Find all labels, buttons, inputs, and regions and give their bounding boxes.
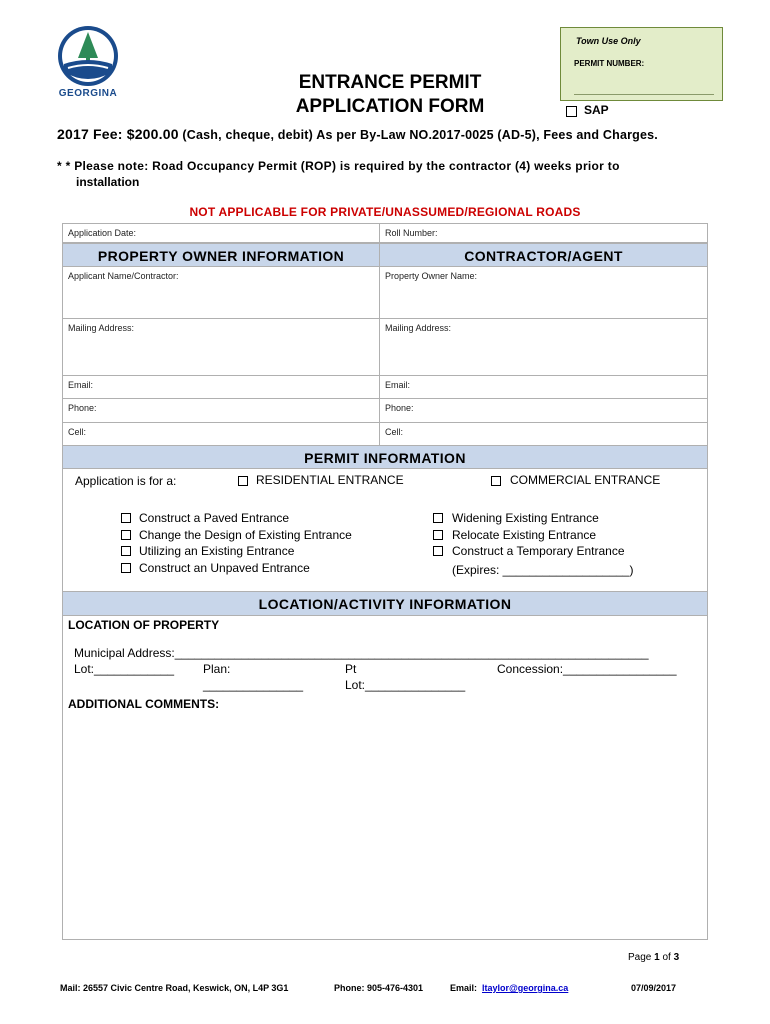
permit-number-field[interactable] [574, 94, 714, 95]
form-title-line2: APPLICATION FORM [295, 96, 485, 117]
location-activity-header: LOCATION/ACTIVITY INFORMATION [62, 591, 708, 616]
email-label: Email: [68, 380, 94, 390]
property-owner-name-field[interactable] [379, 266, 708, 319]
commercial-entrance-checkbox[interactable] [491, 476, 501, 486]
plan-label: Plan: [203, 662, 231, 676]
not-applicable-notice: NOT APPLICABLE FOR PRIVATE/UNASSUMED/REGIONAL ROADS [189, 205, 581, 219]
form-title-line1: ENTRANCE PERMIT [298, 72, 482, 93]
rop-note-line2: installation [76, 175, 140, 189]
option-label: Construct a Paved Entrance [139, 511, 290, 525]
footer-phone: Phone: 905-476-4301 [334, 983, 424, 993]
plan-field[interactable]: _______________ [203, 678, 304, 692]
widening-entrance-checkbox[interactable] [433, 513, 443, 523]
mailing-address-label: Mailing Address: [68, 323, 135, 333]
page-current: 1 [654, 952, 660, 963]
expires-field[interactable]: (Expires: ___________________) [452, 563, 634, 577]
contractor-cell-field[interactable] [379, 422, 708, 446]
sap-label: SAP [584, 103, 609, 117]
rop-note-line1: * * Please note: Road Occupancy Permit (ROP) is required by the contractor (4) weeks prior to [57, 159, 620, 173]
application-for-label: Application is for a: [75, 474, 177, 488]
town-use-heading: Town Use Only [576, 36, 641, 46]
additional-comments-label: ADDITIONAL COMMENTS: [68, 697, 220, 711]
phone-label: Phone: [68, 403, 97, 413]
pt-label: Pt [345, 662, 357, 676]
pt-lot-field[interactable]: Lot:_______________ [345, 678, 466, 692]
applicant-name-label: Applicant Name/Contractor: [68, 271, 179, 281]
footer-date: 07/09/2017 [631, 983, 677, 993]
option-label: Relocate Existing Entrance [452, 528, 597, 542]
roll-number-field[interactable] [379, 223, 708, 243]
fee-details: (Cash, cheque, debit) As per By-Law NO.2017-0025 (AD-5), Fees and Charges. [182, 128, 658, 142]
page-total: 3 [673, 952, 680, 963]
relocate-entrance-checkbox[interactable] [433, 530, 443, 540]
footer-email-link[interactable]: ltaylor@georgina.ca [482, 983, 569, 993]
paved-entrance-checkbox[interactable] [121, 513, 131, 523]
owner-phone-field[interactable] [62, 398, 380, 423]
logo-text: GEORGINA [58, 88, 118, 99]
footer-email-label: Email: [450, 983, 478, 993]
page-of: of [662, 952, 671, 963]
fee-line [57, 126, 658, 142]
property-owner-header: PROPERTY OWNER INFORMATION [62, 243, 380, 267]
cell-label: Cell: [68, 427, 87, 437]
lot-field[interactable]: Lot:____________ [74, 662, 175, 676]
property-owner-name-label: Property Owner Name: [385, 271, 478, 281]
permit-number-label: PERMIT NUMBER: [574, 59, 645, 68]
option-label: Utilizing an Existing Entrance [139, 544, 295, 558]
phone-label: Phone: [385, 403, 414, 413]
mailing-address-label: Mailing Address: [385, 323, 452, 333]
existing-entrance-checkbox[interactable] [121, 546, 131, 556]
contractor-email-field[interactable] [379, 375, 708, 399]
contractor-header: CONTRACTOR/AGENT [379, 243, 708, 267]
roll-number-label: Roll Number: [385, 228, 438, 238]
applicant-name-field[interactable] [62, 266, 380, 319]
permit-information-header: PERMIT INFORMATION [62, 445, 708, 469]
option-label: Widening Existing Entrance [452, 511, 599, 525]
page-number [628, 952, 679, 963]
residential-entrance-checkbox[interactable] [238, 476, 248, 486]
sap-checkbox[interactable] [566, 106, 577, 117]
contractor-mailing-address-field[interactable] [379, 318, 708, 376]
concession-field[interactable]: Concession:_________________ [497, 662, 677, 676]
cell-label: Cell: [385, 427, 404, 437]
footer-mail-address: Mail: 26557 Civic Centre Road, Keswick, ON, L4P 3G1 [60, 983, 289, 993]
option-label: Construct an Unpaved Entrance [139, 561, 310, 575]
option-label: Change the Design of Existing Entrance [139, 528, 352, 542]
temporary-entrance-checkbox[interactable] [433, 546, 443, 556]
location-of-property-label: LOCATION OF PROPERTY [68, 618, 220, 632]
owner-email-field[interactable] [62, 375, 380, 399]
residential-entrance-label: RESIDENTIAL ENTRANCE [256, 473, 404, 487]
unpaved-entrance-checkbox[interactable] [121, 563, 131, 573]
owner-cell-field[interactable] [62, 422, 380, 446]
application-date-label: Application Date: [68, 228, 137, 238]
owner-mailing-address-field[interactable] [62, 318, 380, 376]
commercial-entrance-label: COMMERCIAL ENTRANCE [510, 473, 661, 487]
option-label: Construct a Temporary Entrance [452, 544, 625, 558]
change-design-checkbox[interactable] [121, 530, 131, 540]
additional-comments-area[interactable] [64, 714, 706, 938]
municipal-address-field[interactable]: Municipal Address:_______________________________________________________________________ [74, 646, 649, 660]
contractor-phone-field[interactable] [379, 398, 708, 423]
email-label: Email: [385, 380, 411, 390]
page-prefix: Page [628, 952, 652, 963]
application-date-field[interactable] [62, 223, 380, 243]
fee-amount: 2017 Fee: $200.00 [57, 126, 179, 142]
